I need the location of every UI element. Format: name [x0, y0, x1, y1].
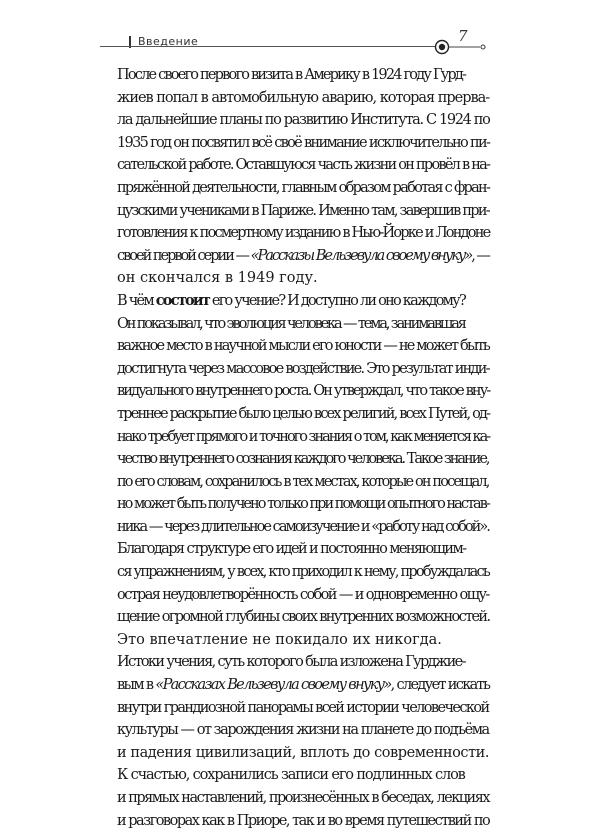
text-line: пряжённой деятельности, главным образом работая с фран- — [117, 179, 490, 196]
text-fragment: вым в — [117, 677, 156, 694]
text-line: сательской работе. Оставшуюся часть жизни он провёл в на- — [117, 157, 490, 174]
emphasis-bold: состоит — [155, 291, 210, 309]
text-line: по его словам, сохранилось в тех местах, которые он посещал, — [117, 473, 489, 490]
text-line: но может быть получено только при помощи опытного настав- — [117, 496, 489, 513]
text-line: Это впечатление не покидало их никогда. — [117, 631, 442, 648]
text-fragment: , следует искать — [390, 677, 490, 694]
text-line — [93, 290, 489, 313]
text-line: достигнута через массовое воздействие. Это результат инди- — [117, 360, 489, 377]
text-line: и падения цивилизаций, вплоть до современности. — [117, 744, 490, 761]
paragraph-1 — [93, 64, 489, 290]
paragraph-6 — [93, 764, 489, 832]
text-line: чество внутреннего сознания каждого человека. Такое знание, — [117, 451, 489, 468]
text-line: внутри грандиозной панорамы всей истории человеческой — [117, 699, 489, 716]
paragraph-4 — [93, 538, 489, 651]
section-title: Введение — [138, 35, 199, 48]
text-line: Он показывал, что эволюция человека — тема, занимавшая — [117, 315, 465, 332]
text-line: культуры — от зарождения жизни на планете до подъёма — [117, 722, 489, 739]
body-text — [93, 64, 489, 832]
text-fragment: своей первой серии — — [117, 247, 251, 264]
page-number: 7 — [458, 27, 468, 45]
running-header — [0, 0, 600, 60]
text-line: треннее раскрытие было целью всех религий, всех Путей, од- — [117, 405, 490, 422]
paragraph-2 — [93, 290, 489, 313]
text-line: ла дальнейшие планы по развитию Института. С 1924 по — [117, 112, 490, 129]
text-line: ника — через длительное самоизучение и «работу над собой». — [117, 518, 489, 535]
book-title-italic: «Рассказах Вельзевула своему внуку» — [155, 677, 391, 694]
text-line: и разговорах как в Приоре, так и во время путешествий по — [117, 812, 490, 829]
text-line: нако требует прямого и точного знания о том, как меняется ка- — [117, 428, 490, 445]
paragraph-5 — [93, 651, 489, 764]
text-line — [93, 674, 489, 697]
text-line: После своего первого визита в Америку в 1924 году Гурд- — [117, 67, 466, 83]
text-fragment: его учение? И доступно ли оно каждому? — [209, 292, 465, 309]
text-line: важное место в научной мысли его юности — не может быть — [117, 338, 490, 355]
text-line: цузскими учениками в Париже. Именно там, завершив при- — [117, 202, 489, 219]
header-rule — [100, 46, 436, 47]
text-line: 1935 год он посвятил всё своё внимание исключительно пи- — [117, 134, 490, 151]
text-fragment: В чём — [117, 292, 156, 309]
text-line: готовления к посмертному изданию в Нью-Йорке и Лондоне — [117, 225, 490, 242]
book-title-italic: «Рассказы Вельзевула своему внуку» — [250, 247, 472, 264]
text-line: щение огромной глубины своих внутренних возможностей. — [117, 609, 490, 626]
text-line: Благодаря структуре его идей и постоянно меняющим- — [117, 541, 466, 558]
text-line — [93, 245, 489, 268]
paragraph-3 — [93, 313, 489, 539]
text-line: и прямых наставлений, произнесённых в беседах, лекциях — [117, 790, 489, 806]
text-line: острая неудовлетворённость собой — и одновременно ощу- — [117, 586, 489, 603]
text-line: жиев попал в автомобильную аварию, которая прерва- — [117, 89, 490, 106]
text-line: видуального внутреннего роста. Он утверждал, что такое вну- — [117, 383, 490, 400]
text-line: Истоки учения, суть которого была изложена Гурджие- — [117, 654, 465, 671]
text-line: К счастью, сохранились записи его подлинных слов — [117, 767, 465, 784]
text-line: ся упражнениям, у всех, кто приходил к нему, пробуждалась — [117, 564, 489, 581]
text-fragment: , — — [471, 247, 489, 264]
text-line: он скончался в 1949 году. — [117, 270, 318, 287]
